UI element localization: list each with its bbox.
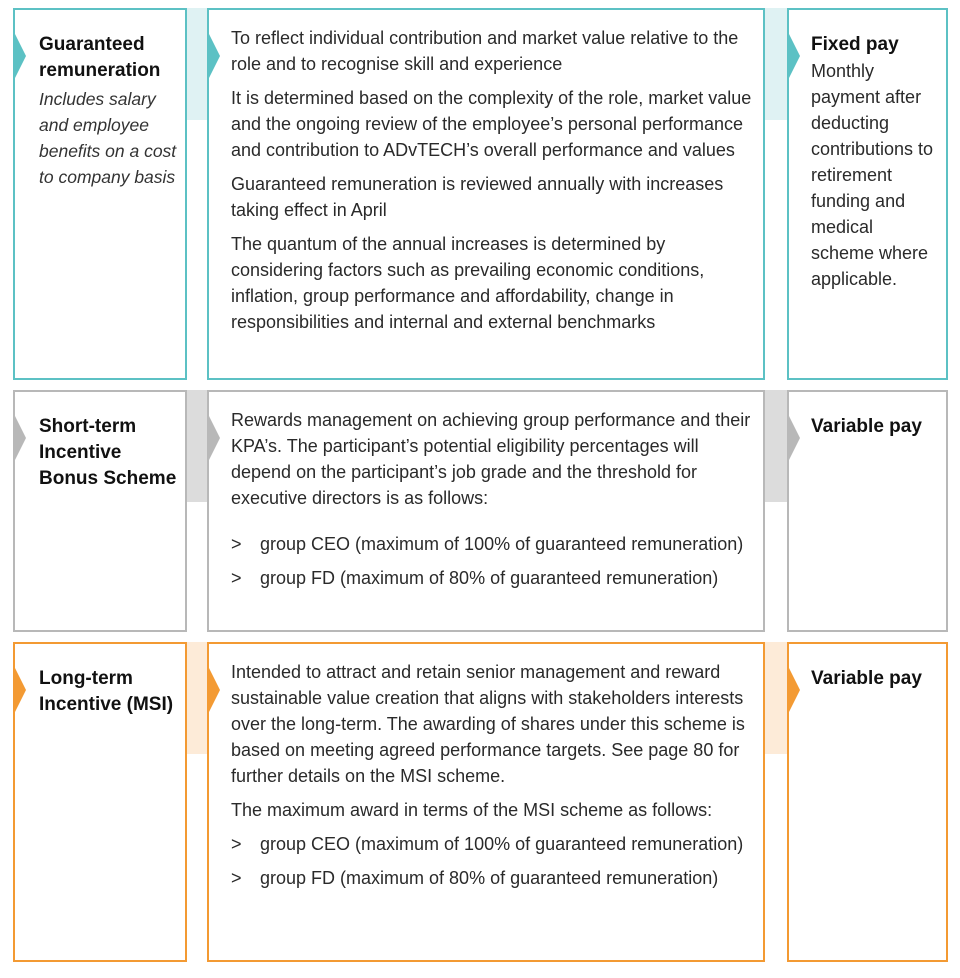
connector-band (187, 390, 207, 502)
purpose-text (231, 407, 756, 599)
pay-type-title: Fixed pay (811, 34, 899, 55)
bullet-marker: > (231, 868, 242, 888)
connector-band (187, 642, 207, 754)
arrow-marker-icon (14, 414, 26, 462)
component-subtitle: Includes salary and employee benefits on a cost to company basis (39, 89, 177, 187)
bullet-text: group CEO (maximum of 100% of guaranteed remuneration) (260, 834, 744, 854)
pay-type-description: Monthly payment after deducting contributions to retirement funding and medical scheme where applicable. (811, 61, 934, 289)
purpose-text (231, 659, 756, 899)
pay-type-title: Variable pay (811, 416, 922, 437)
paragraph: The quantum of the annual increases is determined by considering factors such as prevailing economic conditions, inflation, group performance and affordability, change in responsibilities and internal and external benchmarks (231, 234, 705, 332)
row-long-term-incentive (0, 642, 960, 962)
bullet-text: group FD (maximum of 80% of guaranteed remuneration) (260, 568, 719, 588)
bullet-item (231, 831, 756, 857)
paragraph: The maximum award in terms of the MSI scheme as follows: (231, 800, 713, 820)
arrow-marker-icon (788, 32, 800, 80)
component-title: Guaranteed remuneration (39, 34, 161, 81)
connector-band (187, 8, 207, 120)
arrow-marker-icon (788, 666, 800, 714)
arrow-marker-icon (208, 32, 220, 80)
paragraph: To reflect individual contribution and market value relative to the role and to recognise skill and experience (231, 28, 739, 74)
connector-band (765, 8, 787, 120)
arrow-marker-icon (788, 414, 800, 462)
paragraph: Guaranteed remuneration is reviewed annually with increases taking effect in April (231, 174, 724, 220)
component-title: Short-term Incentive Bonus Scheme (39, 416, 177, 489)
bullet-marker: > (231, 568, 242, 588)
purpose-text (231, 25, 756, 343)
bullet-marker: > (231, 534, 242, 554)
bullet-item (231, 865, 756, 891)
arrow-marker-icon (14, 32, 26, 80)
bullet-text: group FD (maximum of 80% of guaranteed remuneration) (260, 868, 719, 888)
bullet-item (231, 531, 756, 557)
arrow-marker-icon (208, 414, 220, 462)
paragraph: It is determined based on the complexity of the role, market value and the ongoing review of the employee’s personal performance and contribution to ADvTECH’s overall performance and values (231, 88, 752, 160)
bullet-marker: > (231, 834, 242, 854)
row-short-term-incentive (0, 390, 960, 632)
paragraph: Intended to attract and retain senior management and reward sustainable value creation that aligns with stakeholders interests over the long-term. The awarding of shares under this scheme is based on meeting agreed performance targets. See page 80 for further details on the MSI scheme. (231, 662, 745, 786)
connector-band (765, 390, 787, 502)
connector-band (765, 642, 787, 754)
arrow-marker-icon (14, 666, 26, 714)
row-guaranteed-remuneration (0, 8, 960, 380)
component-title: Long-term Incentive (MSI) (39, 668, 174, 715)
pay-type-title: Variable pay (811, 668, 922, 689)
paragraph: Rewards management on achieving group performance and their KPA’s. The participant’s potential eligibility percentages will depend on the participant’s job grade and the threshold for executive directors is as follows: (231, 410, 751, 508)
arrow-marker-icon (208, 666, 220, 714)
bullet-item (231, 565, 756, 591)
bullet-text: group CEO (maximum of 100% of guaranteed remuneration) (260, 534, 744, 554)
